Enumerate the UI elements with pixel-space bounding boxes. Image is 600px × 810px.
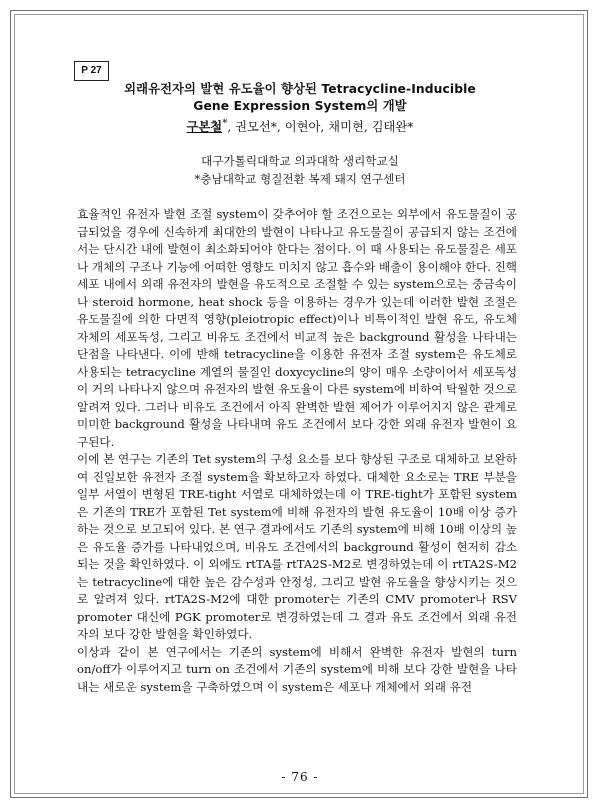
co-authors: , 권모선*, 이현아, 채미현, 김태완*	[227, 120, 414, 135]
abstract-paragraph-2: 이에 본 연구는 기존의 Tet system의 구성 요소를 보다 향상된 구조로 대체하고 보완하여 진일보한 유전자 조절 system을 확보하고자 하였다. 대체한 요소로는 TRE 부분을 일부 서열이 변형된 TRE-tight 서열로 대체하였는데 이 TRE-tight가 포함된 system은 기존의 TRE가 포함된 Tet system에 비해 유전자의 발현 유도율이 10배 이상 증가하는 것으로 보고되어 있다. 본 연구 결과에서도 기존의 system에 비해 10배 이상의 높은 유도율 증가를 나타내었으며, 비유도 조건에서의 background 활성이 현저히 감소되는 것을 확인하였다. 이 외에도 rtTA를 rtTA2S-M2로 변경하였는데 이 rtTA2S-M2는 tetracycline에 대한 높은 감수성과 안정성, 그리고 발현 유도율을 향상시키는 것으로 알려져 있다. rtTA2S-M2에 대한 promoter는 기존의 CMV promoter나 RSV promoter 대신에 PGK promoter로 변경하였는데 그 결과 유도 조건에서 외래 유전자의 보다 강한 발현을 확인하였다.	[77, 452, 517, 641]
page-number: - 76 -	[281, 770, 319, 784]
affiliation-2: *충남대학교 형질전환 복제 돼지 연구센터	[194, 172, 406, 186]
presenter-mark: *	[222, 117, 228, 129]
author-list	[60, 117, 540, 135]
poster-id-box: P 27	[74, 61, 109, 81]
abstract-paragraph-3: 이상과 같이 본 연구에서는 기존의 system에 비해서 완벽한 유전자 발현의 turn on/off가 이루어지고 turn on 조건에서 기존의 system에 비해 보다 강한 발현을 나타내는 새로운 system을 구축하였으며 이 system은 세포나 개체에서 외래 유전	[77, 644, 517, 694]
abstract-paragraph-1: 효율적인 유전자 발현 조절 system이 갖추어야 할 조건으로는 외부에서 유도물질이 공급되었을 경우에 신속하게 최대한의 발현이 나타나고 유도물질이 공급되지 않는 조건에서는 단시간 내에 발현이 최소화되어야 한다는 점이다. 이 때 사용되는 유도물질은 세포나 개체의 구조나 기능에 어떠한 영향도 미치지 않고 흡수와 배출이 용이해야 한다. 진핵세포 내에서 외래 유전자의 발현을 유도적으로 조절할 수 있는 system으로는 중금속이나 steroid hormone, heat shock 등을 이용하는 경우가 있는데 이러한 발현 조절은 유도물질에 의한 다면적 영향(pleiotropic effect)이나 비특이적인 발현 유도, 유도체 자체의 세포독성, 그리고 비유도 조건에서 비교적 높은 background 활성을 나타내는 단점을 나타낸다. 이에 반해 tetracycline을 이용한 유전자 조절 system은 유도체로 사용되는 tetracycline 계열의 물질인 doxycycline의 양이 매우 소량이어서 세포독성이 거의 나타나지 않으며 유전자의 발현 유도율이 다른 system에 비하여 탁월한 것으로 알려져 있다. 그러나 비유도 조건에서 아직 완벽한 발현 제어가 이루어지지 않은 관계로 미미한 background 활성을 나타내며 유도 조건에서 보다 강한 외래 유전자 발현이 요구된다.	[77, 207, 517, 449]
title-line-2: Gene Expression System의 개발	[193, 99, 407, 113]
abstract-body	[77, 206, 517, 696]
presenting-author: 구본철	[186, 119, 223, 135]
affiliation-1: 대구가톨릭대학교 의과대학 생리학교실	[201, 154, 399, 168]
title-line-1: 외래유전자의 발현 유도율이 향상된 Tetracycline-Inducible	[124, 82, 476, 96]
